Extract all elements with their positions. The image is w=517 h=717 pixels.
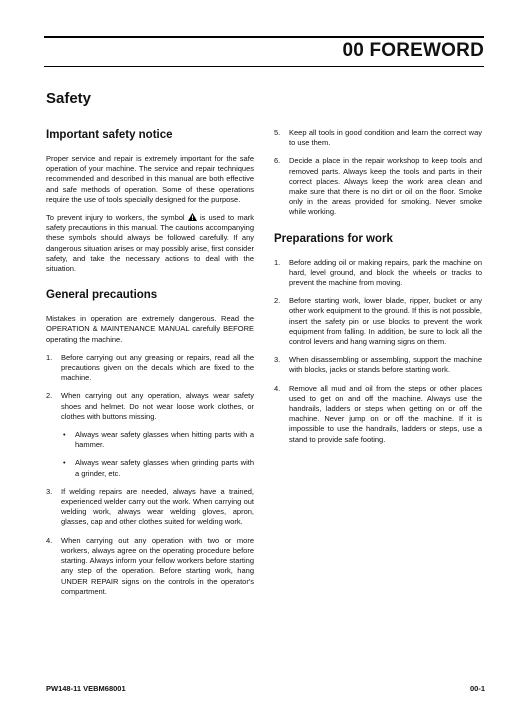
list-item [274, 258, 482, 289]
list-item-number: 2. [274, 296, 281, 306]
paragraph-important-1: Proper service and repair is extremely important for the safe operation of your machine. The service and repair techniques recommended and described in this manual are both effective and safe methods of operation. Some of these operations require the use of tools specially designed for the purpose. [46, 154, 254, 204]
list-item-text: Decide a place in the repair workshop to keep tools and removed parts. Always keep the tools and parts in their correct places. Always keep the work area clean and make sure that there is no dirt or oil on the floor. Smoke only in the areas provided for smoking. Never smoke while working. [289, 156, 482, 217]
bullet-icon: • [63, 430, 66, 440]
bullet-item [61, 458, 254, 478]
list-item [274, 355, 482, 375]
heading-important-safety-notice: Important safety notice [46, 129, 173, 141]
bullet-icon: • [63, 458, 66, 468]
list-item-text: Before carrying out any greasing or repairs, read all the precautions given on the decals which are fixed to the machine. [61, 352, 254, 383]
top-rule [44, 36, 484, 38]
list-item-text: Keep all tools in good condition and learn the correct way to use them. [289, 128, 482, 148]
chapter-title: 00 FOREWORD [342, 40, 484, 61]
left-column [46, 128, 254, 605]
right-column [274, 128, 482, 453]
list-item [46, 353, 254, 384]
paragraph-important-2-after: is used to mark safety precautions in this manual. The cautions accompanying these symbols should always be followed carefully. If any dangerous situation arises or may possibly arise, first consider safety, and take the necessary actions to deal with the situation. [46, 213, 255, 274]
list-item-number: 1. [274, 257, 281, 267]
list-item-number: 5. [274, 128, 281, 137]
list-item-text: When carrying out any operation, always wear safety shoes and helmet. Do not wear loose work clothes, or clothes with buttons missing. [61, 391, 254, 421]
list-item [274, 128, 482, 148]
general-precautions-list [46, 353, 254, 597]
bullet-text: Always wear safety glasses when grinding parts with a grinder, etc. [75, 458, 254, 478]
list-item-text: Before starting work, lower blade, ripper, bucket or any other work equipment to the ground. If this is not possible, insert the safety pin or use blocks to prevent the work equipment from falling. In addition, be sure to lock all the control levers and hang warning signs on them. [289, 296, 482, 347]
list-item [274, 156, 482, 217]
chapter-rule [44, 66, 484, 67]
list-item-number: 4. [274, 383, 281, 393]
footer-model-code: PW148-11 VEBM68001 [46, 684, 126, 693]
list-item [46, 487, 254, 528]
bullet-text: Always wear safety glasses when hitting parts with a hammer. [75, 430, 254, 450]
heading-general-precautions: General precautions [46, 289, 158, 302]
bullet-list [61, 430, 254, 479]
list-item-number: 4. [46, 535, 53, 545]
list-item-number: 2. [46, 391, 53, 401]
general-precautions-list-continued [274, 128, 482, 218]
list-item-text: Remove all mud and oil from the steps or other places used to get on and off the machine. Always use the handrails, ladders or steps when getting on or off the machine. Never jump on or off the machine. If it is impossible to use the handrails, ladders or steps, use a stand to provide safe footing. [289, 383, 482, 444]
paragraph-important-2 [46, 213, 254, 274]
footer-page-number: 00-1 [469, 684, 485, 693]
list-item-number: 3. [274, 355, 281, 365]
list-item-text: When disassembling or assembling, support the machine with blocks, jacks or stands before starting work. [289, 355, 482, 375]
list-item [274, 384, 482, 445]
list-item-number: 1. [46, 352, 53, 362]
list-item-text: When carrying out any operation with two or more workers, always agree on the operating procedure before starting. Always inform your fellow workers before starting any step of the operation. Before starting work, hang UNDER REPAIR signs on the controls in the operator's compartment. [61, 535, 254, 596]
list-item [46, 536, 254, 597]
bullet-item [61, 430, 254, 450]
list-item-number: 3. [46, 486, 53, 496]
list-item-number: 6. [274, 156, 281, 166]
list-item-text: Before adding oil or making repairs, park the machine on hard, level ground, and block the wheels or tracks to prevent the machine from moving. [289, 257, 482, 288]
list-item [274, 296, 482, 347]
list-item [46, 391, 254, 478]
section-title: Safety [46, 90, 92, 107]
warning-triangle-icon [188, 213, 197, 221]
preparations-list [274, 258, 482, 445]
list-item-text: If welding repairs are needed, always have a trained, experienced welder carry out the work. When carrying out welding work, always wear welding gloves, apron, glasses, cap and other clothes suited for welding work. [61, 486, 254, 527]
paragraph-important-2-before: To prevent injury to workers, the symbol [46, 213, 185, 223]
paragraph-general-intro: Mistakes in operation are extremely dangerous. Read the OPERATION & MAINTENANCE MANUAL carefully BEFORE operating the machine. [46, 314, 254, 344]
heading-preparations-for-work: Preparations for work [274, 232, 393, 245]
